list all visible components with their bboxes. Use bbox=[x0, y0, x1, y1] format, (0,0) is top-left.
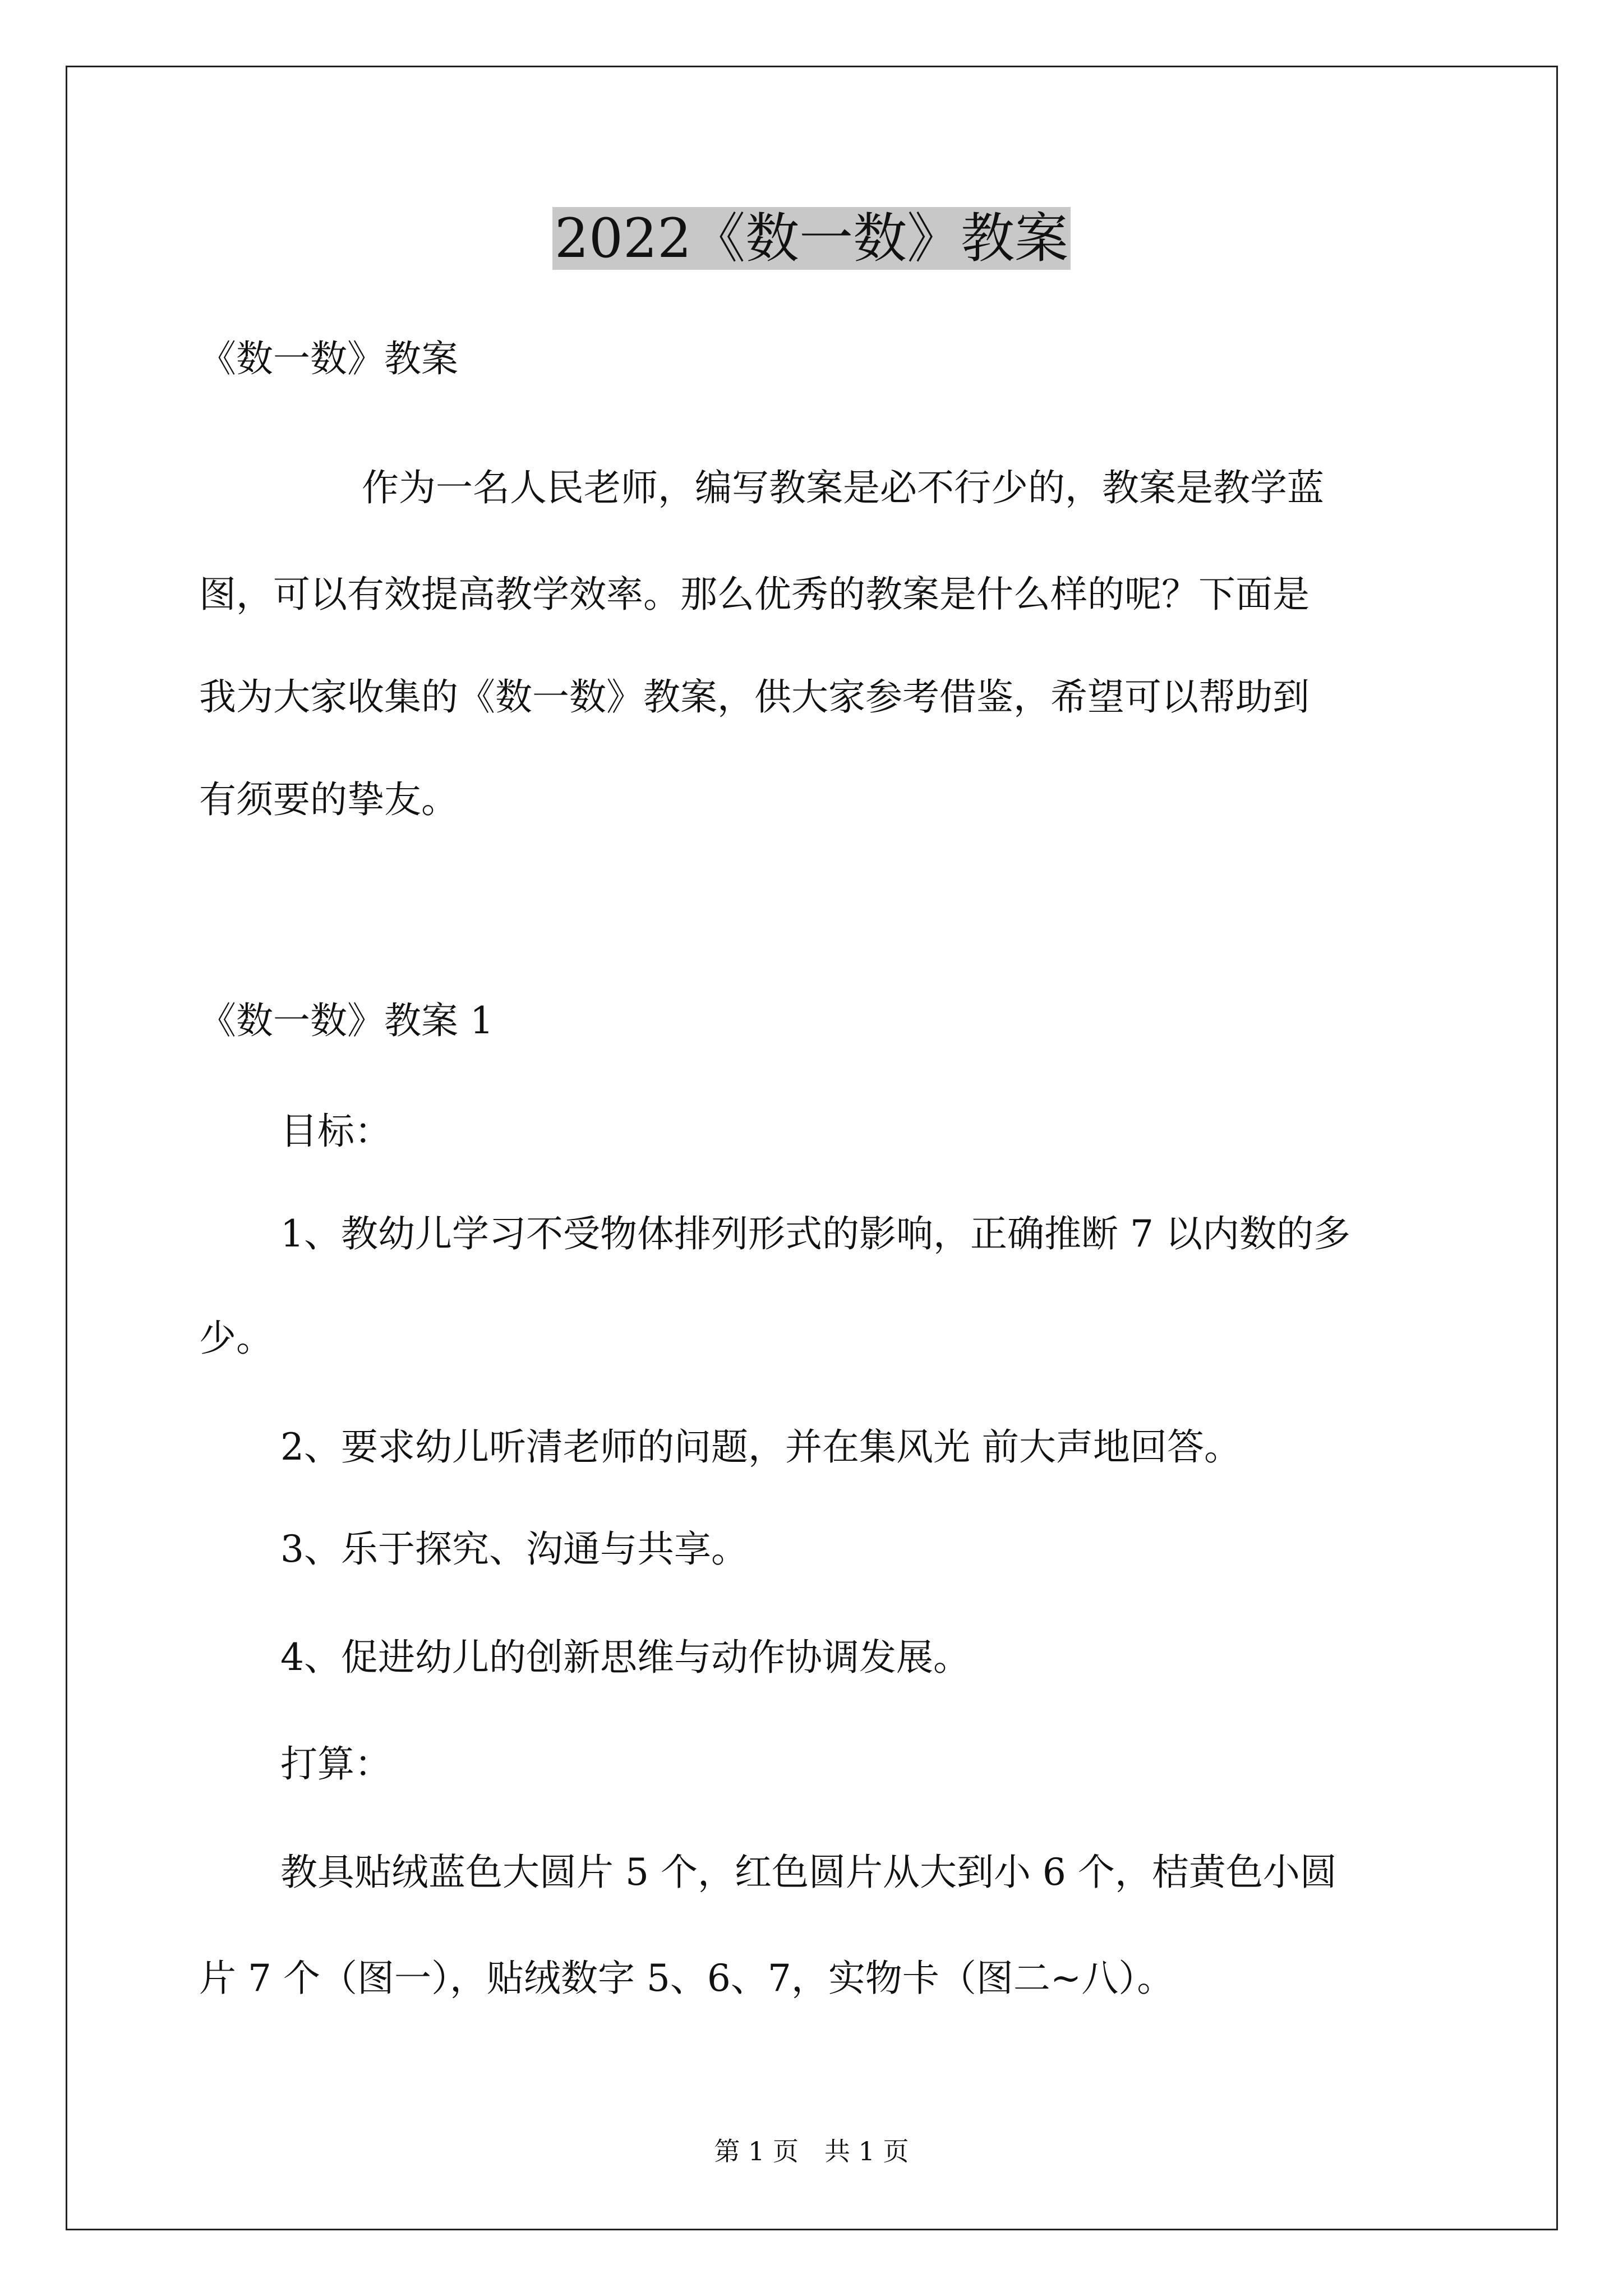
document-subtitle: 《数一数》教案 bbox=[199, 337, 458, 380]
intro-line: 有须要的挚友。 bbox=[199, 778, 458, 821]
prep-label: 打算： bbox=[280, 1742, 391, 1786]
goal-item-4: 4、促进幼儿的创新思维与动作协调发展。 bbox=[280, 1636, 970, 1679]
section-heading: 《数一数》教案 1 bbox=[199, 999, 494, 1042]
prep-line-continued: 片 7 个（图一），贴绒数字 5、6、7，实物卡（图二~八）。 bbox=[199, 1957, 1174, 2000]
document-title-text: 2022《数一数》教案 bbox=[552, 207, 1071, 270]
intro-line: 作为一名人民老师，编写教案是必不行少的，教案是教学蓝 bbox=[362, 466, 1324, 509]
intro-line: 我为大家收集的《数一数》教案，供大家参考借鉴，希望可以帮助到 bbox=[199, 675, 1310, 719]
goal-item-1-continued: 少。 bbox=[199, 1317, 273, 1360]
goal-item-1: 1、教幼儿学习不受物体排列形式的影响，正确推断 7 以内数的多 bbox=[280, 1212, 1350, 1255]
page-footer: 第 1 页 共 1 页 bbox=[714, 2136, 909, 2166]
goal-item-3: 3、乐于探究、沟通与共享。 bbox=[280, 1527, 748, 1571]
goal-label: 目标： bbox=[280, 1110, 391, 1153]
prep-line: 教具贴绒蓝色大圆片 5 个，红色圆片从大到小 6 个，桔黄色小圆 bbox=[280, 1851, 1337, 1894]
document-title bbox=[0, 199, 1623, 278]
goal-item-2: 2、要求幼儿听清老师的问题，并在集风光 前大声地回答。 bbox=[280, 1425, 1241, 1469]
intro-line: 图，可以有效提高教学效率。那么优秀的教案是什么样的呢？下面是 bbox=[199, 573, 1310, 616]
